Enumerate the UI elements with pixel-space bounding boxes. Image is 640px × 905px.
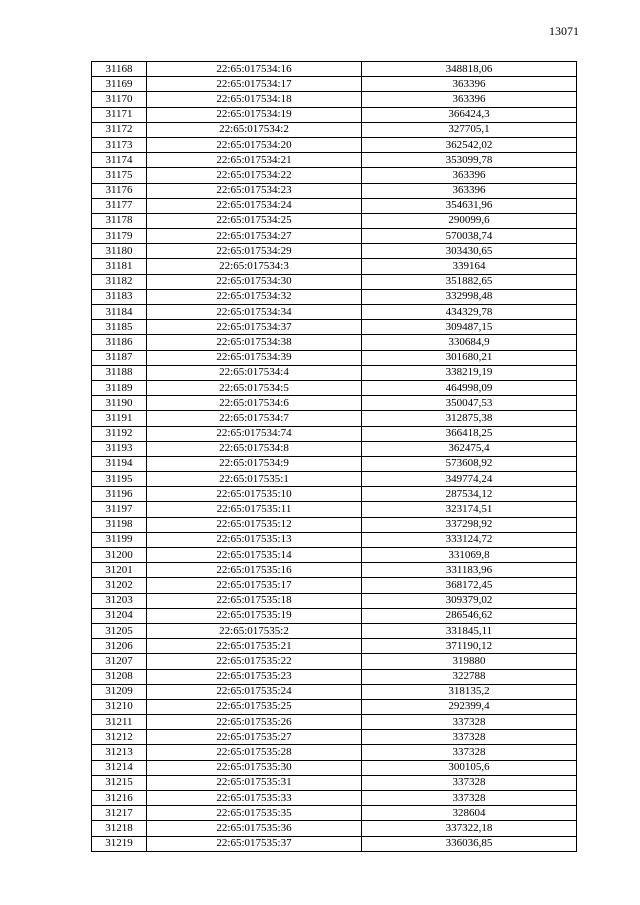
table-row — [92, 380, 577, 395]
table-row — [92, 198, 577, 213]
value-cell: 303430,65 — [362, 244, 577, 259]
value-cell: 362542,02 — [362, 137, 577, 152]
cadastral-number-cell: 22:65:017534:22 — [147, 168, 362, 183]
row-number-cell: 31214 — [92, 760, 147, 775]
row-number-cell: 31177 — [92, 198, 147, 213]
row-number-cell: 31204 — [92, 608, 147, 623]
row-number-cell: 31218 — [92, 821, 147, 836]
cadastral-number-cell: 22:65:017534:29 — [147, 244, 362, 259]
row-number-cell: 31193 — [92, 441, 147, 456]
table-row — [92, 426, 577, 441]
value-cell: 319880 — [362, 654, 577, 669]
table-row — [92, 137, 577, 152]
row-number-cell: 31205 — [92, 623, 147, 638]
cadastral-number-cell: 22:65:017534:16 — [147, 62, 362, 77]
value-cell: 363396 — [362, 92, 577, 107]
table-row — [92, 502, 577, 517]
table-row — [92, 396, 577, 411]
cadastral-number-cell: 22:65:017535:19 — [147, 608, 362, 623]
cadastral-number-cell: 22:65:017535:12 — [147, 517, 362, 532]
row-number-cell: 31189 — [92, 380, 147, 395]
table-row — [92, 244, 577, 259]
cadastral-number-cell: 22:65:017535:23 — [147, 669, 362, 684]
row-number-cell: 31195 — [92, 472, 147, 487]
row-number-cell: 31202 — [92, 578, 147, 593]
table-row — [92, 699, 577, 714]
value-cell: 292399,4 — [362, 699, 577, 714]
row-number-cell: 31209 — [92, 684, 147, 699]
value-cell: 333124,72 — [362, 532, 577, 547]
cadastral-number-cell: 22:65:017535:21 — [147, 639, 362, 654]
row-number-cell: 31212 — [92, 730, 147, 745]
row-number-cell: 31174 — [92, 153, 147, 168]
table-row — [92, 623, 577, 638]
cadastral-number-cell: 22:65:017534:19 — [147, 107, 362, 122]
cadastral-number-cell: 22:65:017534:5 — [147, 380, 362, 395]
value-cell: 434329,78 — [362, 305, 577, 320]
row-number-cell: 31187 — [92, 350, 147, 365]
row-number-cell: 31203 — [92, 593, 147, 608]
cadastral-number-cell: 22:65:017534:6 — [147, 396, 362, 411]
table-row — [92, 259, 577, 274]
value-cell: 354631,96 — [362, 198, 577, 213]
row-number-cell: 31207 — [92, 654, 147, 669]
value-cell: 331069,8 — [362, 548, 577, 563]
row-number-cell: 31168 — [92, 62, 147, 77]
row-number-cell: 31199 — [92, 532, 147, 547]
cadastral-number-cell: 22:65:017535:22 — [147, 654, 362, 669]
cadastral-number-cell: 22:65:017534:17 — [147, 77, 362, 92]
cadastral-number-cell: 22:65:017534:37 — [147, 320, 362, 335]
row-number-cell: 31188 — [92, 365, 147, 380]
cadastral-number-cell: 22:65:017534:39 — [147, 350, 362, 365]
table-row — [92, 563, 577, 578]
table-row — [92, 92, 577, 107]
table-row — [92, 760, 577, 775]
value-cell: 330684,9 — [362, 335, 577, 350]
cadastral-number-cell: 22:65:017534:74 — [147, 426, 362, 441]
cadastral-number-cell: 22:65:017535:13 — [147, 532, 362, 547]
value-cell: 337328 — [362, 730, 577, 745]
row-number-cell: 31217 — [92, 806, 147, 821]
table-row — [92, 684, 577, 699]
cadastral-number-cell: 22:65:017535:33 — [147, 791, 362, 806]
table-row — [92, 229, 577, 244]
row-number-cell: 31179 — [92, 229, 147, 244]
cadastral-number-cell: 22:65:017535:14 — [147, 548, 362, 563]
value-cell: 349774,24 — [362, 472, 577, 487]
cadastral-number-cell: 22:65:017535:18 — [147, 593, 362, 608]
row-number-cell: 31215 — [92, 775, 147, 790]
value-cell: 363396 — [362, 168, 577, 183]
row-number-cell: 31171 — [92, 107, 147, 122]
table-row — [92, 715, 577, 730]
row-number-cell: 31219 — [92, 836, 147, 851]
cadastral-number-cell: 22:65:017534:23 — [147, 183, 362, 198]
value-cell: 337298,92 — [362, 517, 577, 532]
value-cell: 573608,92 — [362, 456, 577, 471]
value-cell: 337328 — [362, 745, 577, 760]
table-row — [92, 289, 577, 304]
table-row — [92, 578, 577, 593]
cadastral-number-cell: 22:65:017534:32 — [147, 289, 362, 304]
cadastral-number-cell: 22:65:017535:31 — [147, 775, 362, 790]
value-cell: 351882,65 — [362, 274, 577, 289]
value-cell: 368172,45 — [362, 578, 577, 593]
row-number-cell: 31190 — [92, 396, 147, 411]
row-number-cell: 31176 — [92, 183, 147, 198]
row-number-cell: 31178 — [92, 213, 147, 228]
row-number-cell: 31208 — [92, 669, 147, 684]
row-number-cell: 31206 — [92, 639, 147, 654]
table-row — [92, 806, 577, 821]
row-number-cell: 31175 — [92, 168, 147, 183]
cadastral-number-cell: 22:65:017535:2 — [147, 623, 362, 638]
table-row — [92, 532, 577, 547]
cadastral-number-cell: 22:65:017534:4 — [147, 365, 362, 380]
cadastral-number-cell: 22:65:017535:30 — [147, 760, 362, 775]
value-cell: 309487,15 — [362, 320, 577, 335]
table-row — [92, 548, 577, 563]
row-number-cell: 31213 — [92, 745, 147, 760]
cadastral-number-cell: 22:65:017535:1 — [147, 472, 362, 487]
row-number-cell: 31184 — [92, 305, 147, 320]
value-cell: 290099,6 — [362, 213, 577, 228]
cadastral-number-cell: 22:65:017535:37 — [147, 836, 362, 851]
value-cell: 318135,2 — [362, 684, 577, 699]
value-cell: 363396 — [362, 183, 577, 198]
value-cell: 309379,02 — [362, 593, 577, 608]
cadastral-number-cell: 22:65:017534:9 — [147, 456, 362, 471]
cadastral-number-cell: 22:65:017534:27 — [147, 229, 362, 244]
value-cell: 366424,3 — [362, 107, 577, 122]
cadastral-number-cell: 22:65:017534:20 — [147, 137, 362, 152]
row-number-cell: 31186 — [92, 335, 147, 350]
cadastral-number-cell: 22:65:017535:10 — [147, 487, 362, 502]
table-row — [92, 441, 577, 456]
value-cell: 350047,53 — [362, 396, 577, 411]
cadastral-number-cell: 22:65:017534:24 — [147, 198, 362, 213]
table-row — [92, 836, 577, 851]
row-number-cell: 31191 — [92, 411, 147, 426]
row-number-cell: 31201 — [92, 563, 147, 578]
value-cell: 363396 — [362, 77, 577, 92]
value-cell: 286546,62 — [362, 608, 577, 623]
row-number-cell: 31210 — [92, 699, 147, 714]
table-row — [92, 320, 577, 335]
value-cell: 337328 — [362, 791, 577, 806]
table-row — [92, 350, 577, 365]
table-row — [92, 305, 577, 320]
row-number-cell: 31182 — [92, 274, 147, 289]
value-cell: 337328 — [362, 715, 577, 730]
table-row — [92, 745, 577, 760]
value-cell: 337328 — [362, 775, 577, 790]
value-cell: 332998,48 — [362, 289, 577, 304]
row-number-cell: 31200 — [92, 548, 147, 563]
value-cell: 371190,12 — [362, 639, 577, 654]
table-row — [92, 107, 577, 122]
cadastral-number-cell: 22:65:017535:28 — [147, 745, 362, 760]
cadastral-number-cell: 22:65:017534:21 — [147, 153, 362, 168]
table-row — [92, 821, 577, 836]
cadastral-number-cell: 22:65:017534:8 — [147, 441, 362, 456]
value-cell: 338219,19 — [362, 365, 577, 380]
cadastral-number-cell: 22:65:017535:35 — [147, 806, 362, 821]
table-row — [92, 608, 577, 623]
page-number: 13071 — [549, 24, 579, 38]
cadastral-number-cell: 22:65:017535:27 — [147, 730, 362, 745]
value-cell: 362475,4 — [362, 441, 577, 456]
table-row — [92, 639, 577, 654]
table-row — [92, 168, 577, 183]
table-row — [92, 791, 577, 806]
cadastral-number-cell: 22:65:017534:34 — [147, 305, 362, 320]
table-row — [92, 517, 577, 532]
table-row — [92, 487, 577, 502]
table-row — [92, 274, 577, 289]
row-number-cell: 31181 — [92, 259, 147, 274]
table-row — [92, 77, 577, 92]
value-cell: 287534,12 — [362, 487, 577, 502]
cadastral-number-cell: 22:65:017535:17 — [147, 578, 362, 593]
value-cell: 322788 — [362, 669, 577, 684]
table-row — [92, 335, 577, 350]
row-number-cell: 31194 — [92, 456, 147, 471]
value-cell: 331183,96 — [362, 563, 577, 578]
value-cell: 328604 — [362, 806, 577, 821]
cadastral-number-cell: 22:65:017535:25 — [147, 699, 362, 714]
table-row — [92, 472, 577, 487]
cadastral-number-cell: 22:65:017535:24 — [147, 684, 362, 699]
value-cell: 337322,18 — [362, 821, 577, 836]
row-number-cell: 31172 — [92, 122, 147, 137]
table-row — [92, 365, 577, 380]
value-cell: 348818,06 — [362, 62, 577, 77]
value-cell: 301680,21 — [362, 350, 577, 365]
row-number-cell: 31173 — [92, 137, 147, 152]
cadastral-number-cell: 22:65:017535:16 — [147, 563, 362, 578]
row-number-cell: 31216 — [92, 791, 147, 806]
table-row — [92, 62, 577, 77]
value-cell: 331845,11 — [362, 623, 577, 638]
row-number-cell: 31198 — [92, 517, 147, 532]
cadastral-number-cell: 22:65:017534:3 — [147, 259, 362, 274]
cadastral-number-cell: 22:65:017534:7 — [147, 411, 362, 426]
row-number-cell: 31196 — [92, 487, 147, 502]
registry-table-body — [92, 62, 577, 852]
table-row — [92, 669, 577, 684]
table-row — [92, 183, 577, 198]
table-row — [92, 456, 577, 471]
table-row — [92, 775, 577, 790]
row-number-cell: 31170 — [92, 92, 147, 107]
row-number-cell: 31185 — [92, 320, 147, 335]
value-cell: 323174,51 — [362, 502, 577, 517]
value-cell: 464998,09 — [362, 380, 577, 395]
table-row — [92, 411, 577, 426]
cadastral-number-cell: 22:65:017535:26 — [147, 715, 362, 730]
table-row — [92, 122, 577, 137]
table-row — [92, 213, 577, 228]
cadastral-number-cell: 22:65:017534:30 — [147, 274, 362, 289]
value-cell: 366418,25 — [362, 426, 577, 441]
table-row — [92, 153, 577, 168]
cadastral-number-cell: 22:65:017534:25 — [147, 213, 362, 228]
value-cell: 327705,1 — [362, 122, 577, 137]
value-cell: 300105,6 — [362, 760, 577, 775]
row-number-cell: 31192 — [92, 426, 147, 441]
table-row — [92, 654, 577, 669]
row-number-cell: 31169 — [92, 77, 147, 92]
row-number-cell: 31197 — [92, 502, 147, 517]
row-number-cell: 31180 — [92, 244, 147, 259]
cadastral-number-cell: 22:65:017534:38 — [147, 335, 362, 350]
value-cell: 339164 — [362, 259, 577, 274]
value-cell: 336036,85 — [362, 836, 577, 851]
row-number-cell: 31211 — [92, 715, 147, 730]
value-cell: 353099,78 — [362, 153, 577, 168]
table-row — [92, 593, 577, 608]
value-cell: 570038,74 — [362, 229, 577, 244]
row-number-cell: 31183 — [92, 289, 147, 304]
cadastral-number-cell: 22:65:017534:18 — [147, 92, 362, 107]
cadastral-number-cell: 22:65:017535:11 — [147, 502, 362, 517]
table-row — [92, 730, 577, 745]
value-cell: 312875,38 — [362, 411, 577, 426]
registry-table — [91, 61, 577, 852]
cadastral-number-cell: 22:65:017534:2 — [147, 122, 362, 137]
cadastral-number-cell: 22:65:017535:36 — [147, 821, 362, 836]
